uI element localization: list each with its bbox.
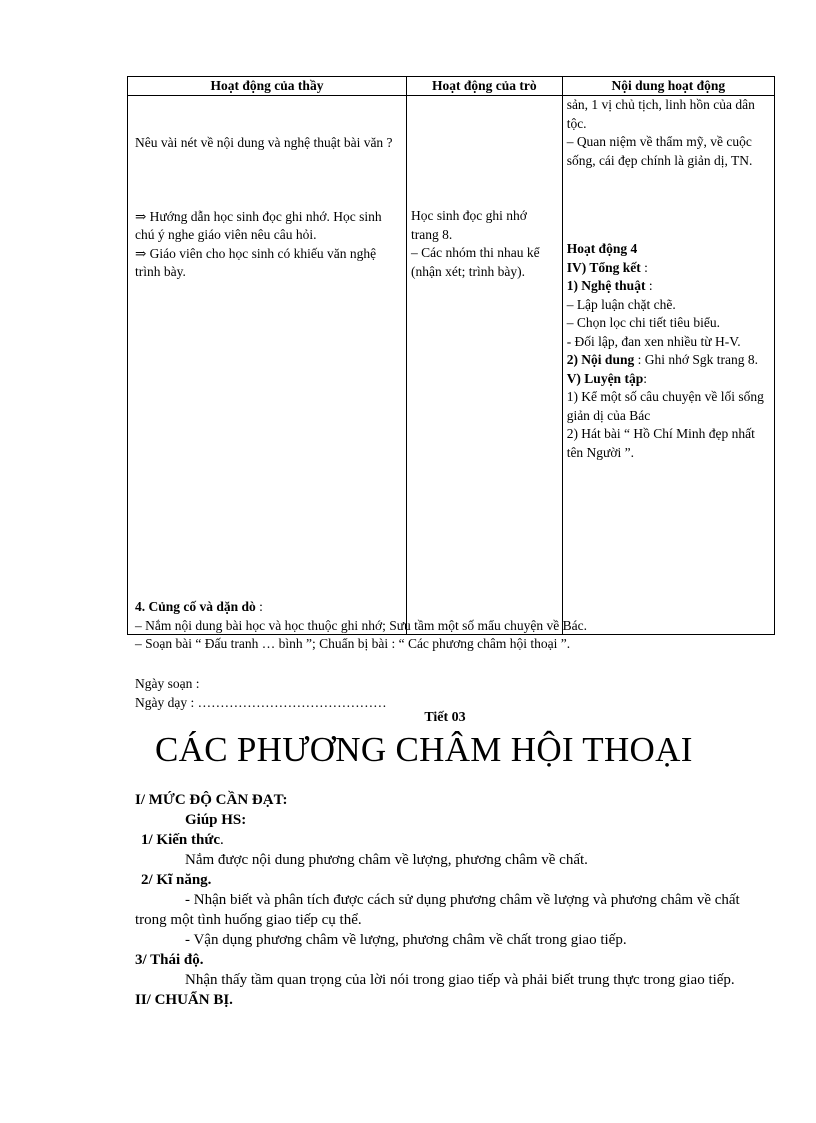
dates-section [135,675,755,712]
student-line-2: – Các nhóm thi nhau kể (nhận xét; trình bày). [411,245,540,279]
practice-item-1: 1) Kể một số câu chuyện về lối sống giản dị của Bác [566,389,764,423]
teacher-cell [128,96,407,635]
summary-line-1: – Nắm nội dung bài học và học thuộc ghi nhớ; Sưu tầm một số mẩu chuyện về Bác. [135,617,587,633]
header-content: Nội dung hoạt động [562,77,774,96]
table-header-row [128,77,775,96]
teacher-guide-1: ⇒ Hướng dẫn học sinh đọc ghi nhớ. Học sinh chú ý nghe giáo viên nêu câu hỏi. [135,208,382,242]
art-item-1: – Lập luận chặt chẽ. [566,296,676,312]
objectives-heading: I/ MỨC ĐỘ CẦN ĐẠT: [135,792,288,808]
art-item-3: - Đối lập, đan xen nhiều từ H-V. [566,333,741,349]
practice-heading-colon: : [643,370,647,386]
knowledge-heading-label: 1/ Kiến thức [141,832,220,848]
summary-heading-label: IV) Tổng kết [566,259,641,275]
date-taught: Ngày dạy : …………………………………… [135,694,387,710]
content-heading-text: : Ghi nhớ Sgk trang 8. [634,352,758,367]
header-teacher: Hoạt động của thầy [128,77,407,96]
lesson-table [127,76,775,635]
knowledge-heading [135,830,747,850]
lesson-title: CÁC PHƯƠNG CHÂM HỘI THOẠI [155,730,693,769]
practice-heading-label: V) Luyện tập [566,370,644,386]
summary-heading-colon: : [640,259,648,275]
art-item-2: – Chọn lọc chi tiết tiêu biểu. [566,315,721,330]
header-student: Hoạt động của trò [407,77,563,96]
attitude-text: Nhận thấy tầm quan trọng của lời nói trong giao tiếp và phải biết trung thực trong giao tiếp. [185,972,735,988]
teacher-question: Nêu vài nét về nội dung và nghệ thuật bài văn ? [135,135,393,150]
student-cell [407,96,563,635]
skills-heading: 2/ Kĩ năng. [141,872,212,888]
teacher-guide-2: ⇒ Giáo viên cho học sinh có khiếu văn nghệ trình bày. [135,245,377,279]
content-cell [562,96,774,635]
practice-heading [567,370,770,389]
summary-title-colon: : [255,599,263,614]
attitude-heading: 3/ Thái độ. [135,952,204,968]
preparation-heading: II/ CHUẨN BỊ. [135,992,233,1008]
content-heading-label: 2) Nội dung [566,352,635,367]
content-heading [567,351,770,370]
date-prepared: Ngày soạn : [135,676,200,691]
content-text-1: sản, 1 vị chủ tịch, linh hồn của dân tộc. [566,97,755,131]
activity-heading: Hoạt động 4 [566,241,638,256]
art-heading [567,277,770,296]
summary-heading [567,259,770,278]
table-row [128,96,775,635]
summary-section [135,598,755,654]
art-heading-colon: : [645,278,653,293]
student-line-1: Học sinh đọc ghi nhớ trang 8. [411,208,527,242]
summary-title [135,598,755,617]
knowledge-heading-dot: . [220,832,224,848]
objectives-help: Giúp HS: [185,812,247,828]
knowledge-text: Nắm được nội dung phương châm về lượng, phương châm về chất. [185,852,588,868]
lesson-number: Tiết 03 [424,710,466,725]
skill-item-2: - Vận dụng phương châm về lượng, phương châm về chất trong giao tiếp. [185,932,627,948]
summary-title-label: 4. Củng cố và dặn dò [135,599,256,614]
content-text-2: – Quan niệm về thẩm mỹ, về cuộc sống, cái đẹp chính là giản dị, TN. [566,134,753,168]
art-heading-label: 1) Nghệ thuật [566,278,646,293]
objectives-section [135,790,747,1010]
skill-item-1: - Nhận biết và phân tích được cách sử dụng phương châm về lượng và phương châm về chất trong một tình huống giao tiếp cụ thể. [135,892,740,928]
practice-item-2: 2) Hát bài “ Hồ Chí Minh đẹp nhất tên Người ”. [566,426,755,460]
summary-line-2: – Soạn bài “ Đấu tranh … bình ”; Chuẩn bị bài : “ Các phương châm hội thoại ”. [135,636,571,651]
